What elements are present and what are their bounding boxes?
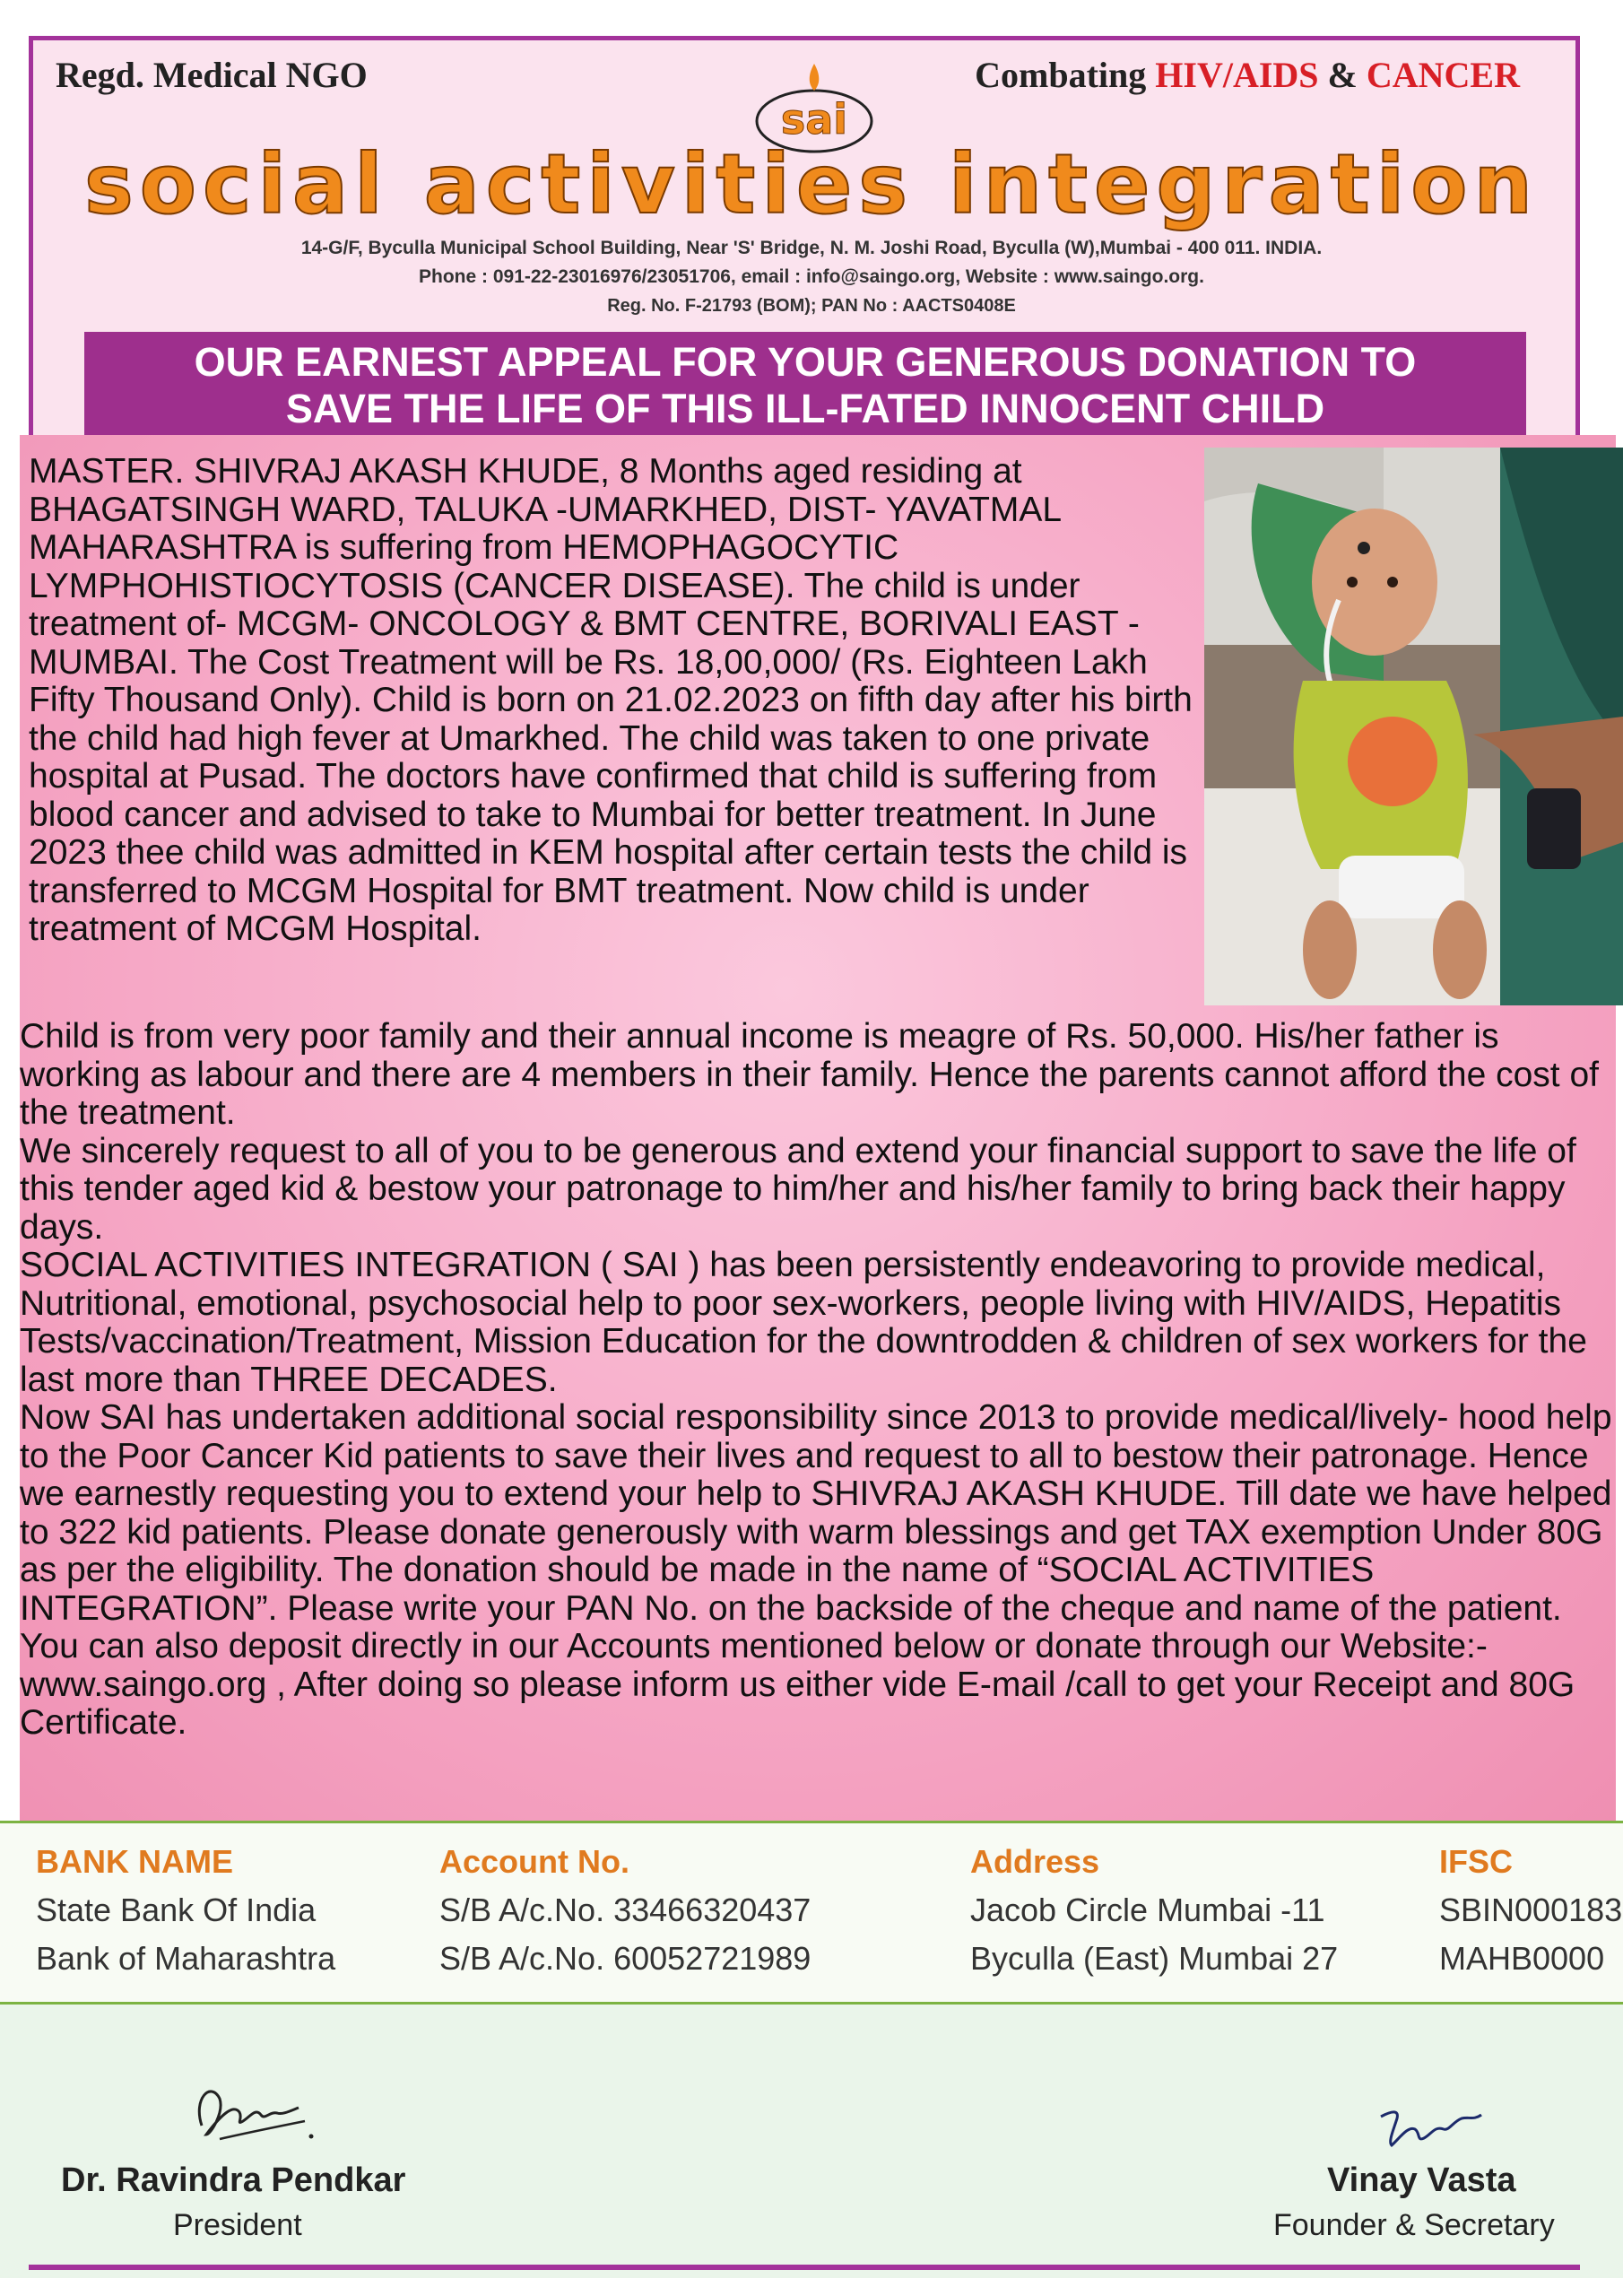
cancer-label: CANCER: [1366, 55, 1520, 95]
hiv-aids-label: HIV/AIDS: [1155, 55, 1319, 95]
table-cell: Byculla (East) Mumbai 27: [970, 1940, 1339, 1977]
account-column: [439, 1838, 811, 1983]
appeal-banner: [84, 332, 1526, 435]
ifsc-header: IFSC: [1439, 1843, 1514, 1880]
patient-description: MASTER. SHIVRAJ AKASH KHUDE, 8 Months aged residing at BHAGATSINGH WARD, TALUKA -UMARKHED, DIST- YAVATMAL MAHARASHTRA is suffering from HEMOPHAGOCYTIC LYMPHOHISTIOCYTOSIS (CANCER DISEASE). The child is under treatment of- MCGM- ONCOLOGY & BMT CENTRE, BORIVALI EAST - MUMBAI. The Cost Treatment will be Rs. 18,00,000/ (Rs. Eighteen Lakh Fifty Thousand Only). Child is born on 21.02.2023 on fifth day after his birth the child had high fever at Umarkhed. The child was taken to one private hospital at Pusad. The doctors have confirmed that child is suffering from blood cancer and advised to take to Mumbai for better treatment. In June 2023 thee child was admitted in KEM hospital after certain tests the child is transferred to MCGM Hospital for BMT treatment. Now child is under treatment of MCGM Hospital.: [29, 452, 1193, 948]
secretary-name: Vinay Vasta: [1327, 2161, 1516, 2199]
bank-name-column: [36, 1838, 335, 1983]
address-header: Address: [970, 1843, 1100, 1880]
request-paragraph: We sincerely request to all of you to be generous and extend your financial support to save the life of this tender aged kid & bestow your patronage to him/her and his/her family to bring back their happy days.: [20, 1131, 1576, 1247]
logo-text: sai: [780, 95, 848, 144]
president-title: President: [173, 2208, 302, 2242]
registration-line: Reg. No. F-21793 (BOM); PAN No : AACTS0408E: [607, 296, 1016, 316]
ifsc-column: [1439, 1838, 1622, 1983]
appeal-line-1: OUR EARNEST APPEAL FOR YOUR GENEROUS DONATION TO: [194, 339, 1417, 385]
secretary-title: Founder & Secretary: [1273, 2208, 1555, 2242]
regd-ngo-label: Regd. Medical NGO: [56, 55, 368, 95]
appeal-details: [20, 1018, 1620, 1743]
appeal-line-2: SAVE THE LIFE OF THIS ILL-FATED INNOCENT CHILD: [285, 386, 1325, 431]
child-photo: [1204, 448, 1623, 1005]
combat-and: &: [1318, 55, 1367, 95]
table-cell: MAHB0000: [1439, 1940, 1605, 1977]
contact-line: Phone : 091-22-23016976/23051706, email : info@saingo.org, Website : www.saingo.org.: [419, 266, 1204, 287]
table-cell: Bank of Maharashtra: [36, 1940, 336, 1977]
table-cell: S/B A/c.No. 33466320437: [439, 1892, 812, 1928]
org-name: social activities integration: [84, 136, 1539, 232]
bank-name-header: BANK NAME: [36, 1843, 233, 1880]
address-line: 14-G/F, Byculla Municipal School Building, Near 'S' Bridge, N. M. Joshi Road, Byculla (W),Mumbai - 400 011. INDIA.: [300, 238, 1323, 258]
table-cell: SBIN000183: [1439, 1892, 1623, 1928]
president-signature: [184, 2072, 318, 2157]
bank-details-table: [0, 1821, 1623, 2005]
page-bottom-rule: [29, 2265, 1580, 2270]
secretary-signature: [1372, 2099, 1488, 2166]
donation-instructions-paragraph: Now SAI has undertaken additional social responsibility since 2013 to provide medical/lively- hood help to the Poor Cancer Kid patients to save their lives and request to all to bestow their patronage. Hence we earnestly requesting you to extend your help to SHIVRAJ AKASH KHUDE. Till date we have helped to 322 kid patients. Please donate generously with warm blessings and get TAX exemption Under 80G as per the eligibility. The donation should be made in the name of “SOCIAL ACTIVITIES INTEGRATION”. Please write your PAN No. on the backside of the cheque and name of the patient. You can also deposit directly in our Accounts mentioned below or donate through our Website:- www.saingo.org , After doing so please inform us either vide E-mail /call to get your Receipt and 80G Certificate.: [20, 1398, 1612, 1742]
address-column: [970, 1838, 1338, 1983]
table-cell: S/B A/c.No. 60052721989: [439, 1940, 812, 1977]
combat-prefix: Combating: [975, 55, 1156, 95]
table-cell: State Bank Of India: [36, 1892, 317, 1928]
president-name: Dr. Ravindra Pendkar: [61, 2161, 406, 2199]
family-paragraph: Child is from very poor family and their annual income is meagre of Rs. 50,000. His/her father is working as labour and there are 4 members in their family. Hence the parents cannot afford the cost of the treatment.: [20, 1017, 1599, 1132]
table-cell: Jacob Circle Mumbai -11: [970, 1892, 1325, 1928]
account-header: Account No.: [439, 1843, 629, 1880]
combating-tagline: [975, 54, 1520, 96]
about-sai-paragraph: SOCIAL ACTIVITIES INTEGRATION ( SAI ) has been persistently endeavoring to provide medical, Nutritional, emotional, psychosocial help to poor sex-workers, people living with HIV/AIDS, Hepatitis Tests/vaccination/Treatment, Mission Education for the downtrodden & children of sex workers for the last more than THREE DECADES.: [20, 1246, 1587, 1399]
